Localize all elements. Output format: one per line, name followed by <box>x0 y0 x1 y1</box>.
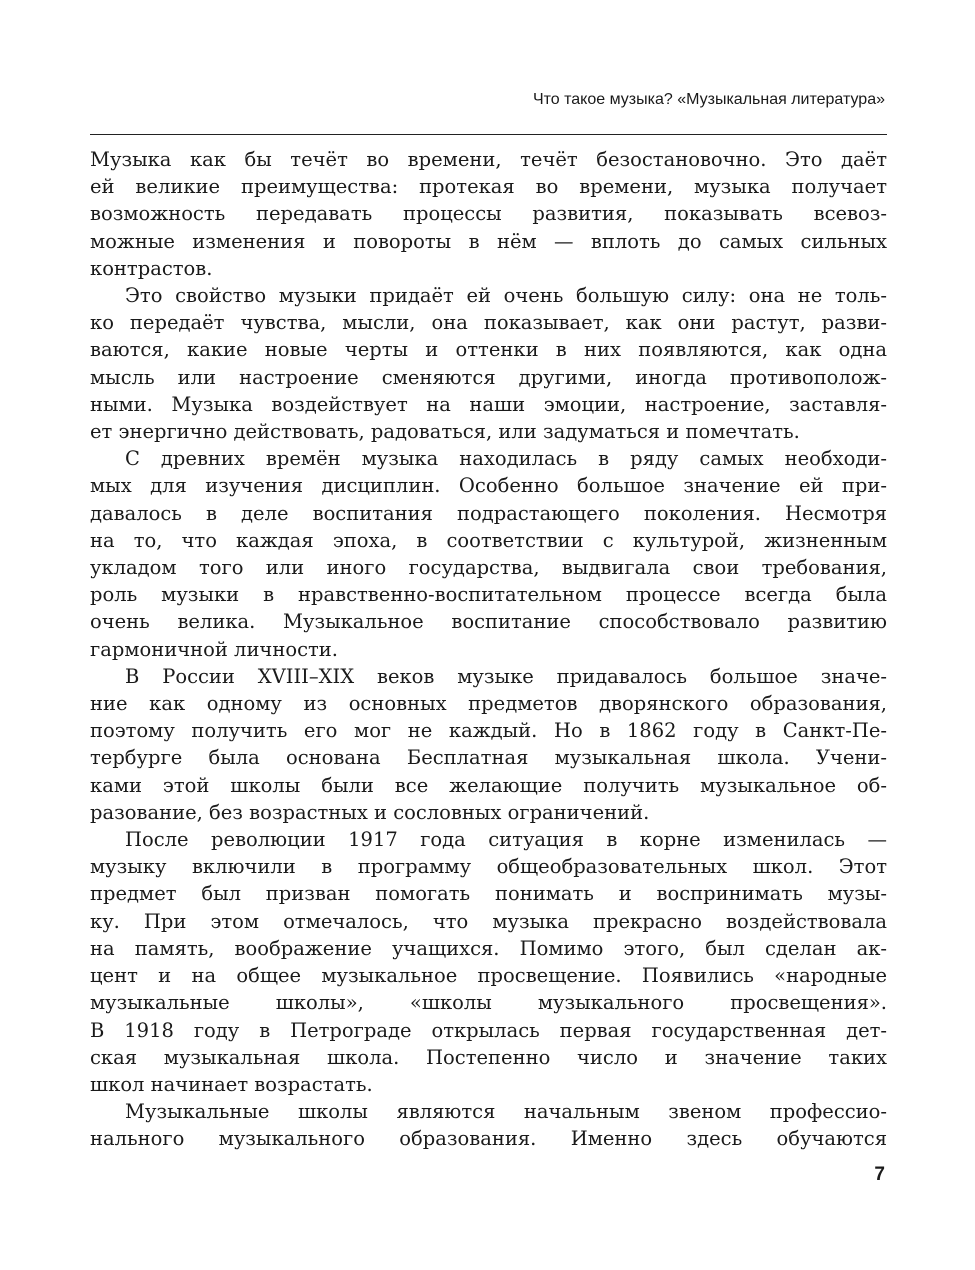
text-line: предмет был призван помогать понимать и воспринимать музы- <box>90 882 887 906</box>
text-line: ными. Музыка воздействует на наши эмоции, настроение, заставля- <box>90 392 887 416</box>
paragraph-3 <box>90 445 887 663</box>
text-line: роль музыки в нравственно-воспитательном процессе всегда была <box>90 583 887 607</box>
text-line: поэтому получить его мог не каждый. Но в 1862 году в Санкт-Пе- <box>90 719 887 743</box>
text-line: ей великие преимущества: протекая во времени, музыка получает <box>90 175 887 199</box>
text-line: на то, что каждая эпоха, в соответствии с культурой, жизненным <box>90 528 887 552</box>
text-line: ку. При этом отмечалось, что музыка прекрасно воздействовала <box>90 909 887 933</box>
text-line: укладом того или иного государства, выдвигала свои требования, <box>90 556 887 580</box>
text-line: на память, воображение учащихся. Помимо этого, был сделан ак- <box>90 936 887 960</box>
text-line: ко передаёт чувства, мысли, она показывает, как они растут, разви- <box>90 311 887 335</box>
text-line: ками этой школы были все желающие получить музыкальное об- <box>90 773 887 797</box>
text-line: ская музыкальная школа. Постепенно число и значение таких <box>90 1045 887 1069</box>
text-line: контрастов. <box>90 256 213 280</box>
text-line: В 1918 году в Петрограде открылась первая государственная дет- <box>90 1018 887 1042</box>
text-line: Музыкальные школы являются начальным звеном профессио- <box>125 1100 887 1124</box>
text-line: можные изменения и повороты в нём — вплоть до самых сильных <box>90 229 887 253</box>
text-line: мых для изучения дисциплин. Особенно большое значение ей при- <box>90 474 887 498</box>
text-line: Музыка как бы течёт во времени, течёт безостановочно. Это даёт <box>90 148 887 171</box>
text-line: ет энергично действовать, радоваться, или задуматься и помечтать. <box>90 420 800 444</box>
text-line: школ начинает возрастать. <box>90 1072 373 1096</box>
text-line: нального музыкального образования. Именно здесь обучаются <box>90 1127 887 1151</box>
text-line: цент и на общее музыкальное просвещение. Появились «народные <box>90 964 887 988</box>
text-line: разование, без возрастных и сословных ограничений. <box>90 800 650 824</box>
text-line: тербурге была основана Бесплатная музыкальная школа. Учени- <box>90 746 887 770</box>
text-line: возможность передавать процессы развития, показывать всевоз- <box>90 202 887 226</box>
page-number: 7 <box>874 1164 885 1185</box>
header-rule <box>90 134 887 135</box>
text-line: гармоничной личности. <box>90 637 338 661</box>
text-line: Это свойство музыки придаёт ей очень большую силу: она не толь- <box>125 284 887 308</box>
text-line: После революции 1917 года ситуация в корне изменилась — <box>125 828 887 852</box>
paragraph-6 <box>90 1098 887 1152</box>
body-text <box>90 146 887 1153</box>
text-line: мысль или настроение сменяются другими, иногда противополож- <box>90 365 887 389</box>
text-line: музыкальные школы», «школы музыкального просвещения». <box>90 991 887 1015</box>
running-header: Что такое музыка? «Музыкальная литература» <box>532 91 885 108</box>
paragraph-4 <box>90 663 887 826</box>
text-line: ваются, какие новые черты и оттенки в них появляются, как одна <box>90 338 887 362</box>
paragraph-2 <box>90 282 887 445</box>
paragraph-1 <box>90 146 887 282</box>
text-line: ние как одному из основных предметов дворянского образования, <box>90 692 887 716</box>
text-line: давалось в деле воспитания подрастающего поколения. Несмотря <box>90 501 887 525</box>
text-line: С древних времён музыка находилась в ряду самых необходи- <box>125 447 887 471</box>
text-line: В России XVIII–XIX веков музыке придавалось большое значе- <box>125 664 887 688</box>
paragraph-5 <box>90 826 887 1098</box>
text-line: очень велика. Музыкальное воспитание способствовало развитию <box>90 610 887 634</box>
text-line: музыку включили в программу общеобразовательных школ. Этот <box>90 855 887 879</box>
